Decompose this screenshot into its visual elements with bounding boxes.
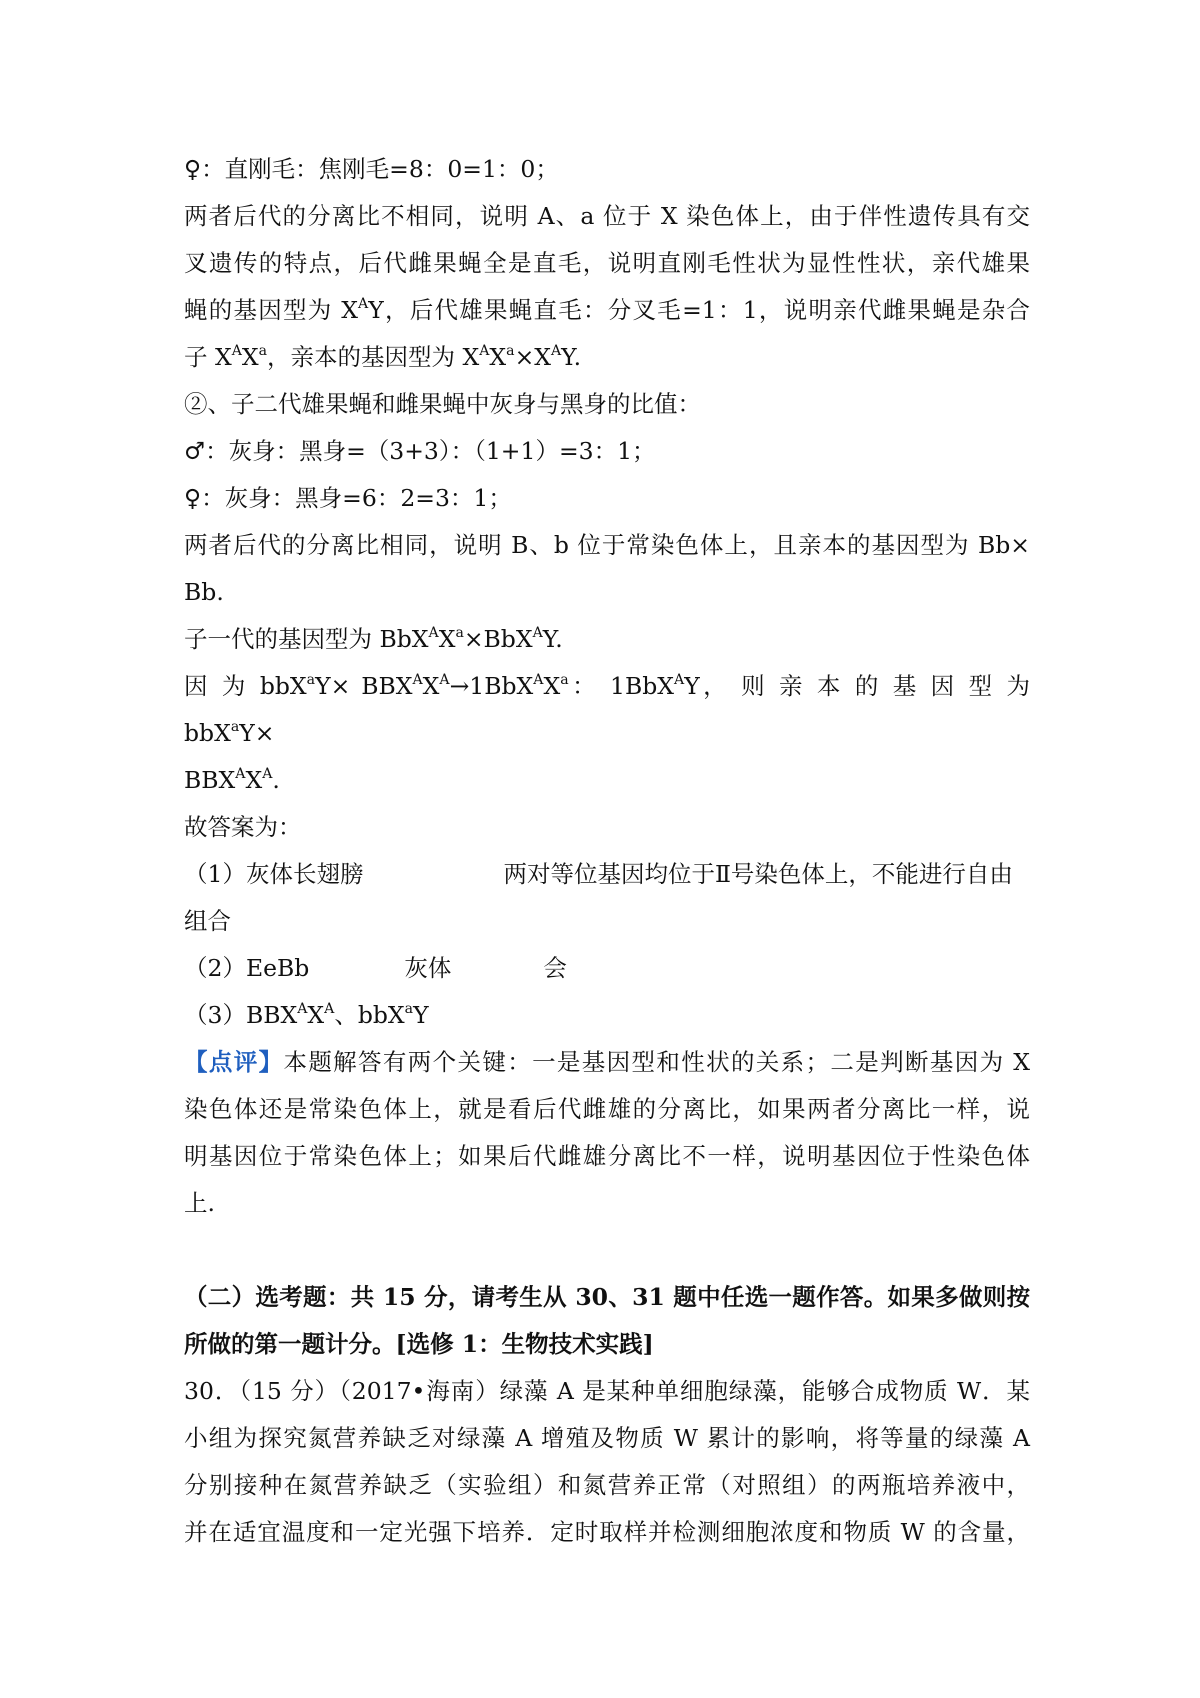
comment-line: 染色体还是常染色体上，就是看后代雌雄的分离比，如果两者分离比一样，说 xyxy=(184,1095,1030,1123)
section-heading: 所做的第一题计分。[选修 1：生物技术实践] xyxy=(184,1330,654,1358)
text-line: $BBX^AX^A$. xyxy=(184,766,280,794)
text-line: 蝇的基因型为 $X^AY$，后代雄果蝇直毛：分叉毛=1：1，说明亲代雌果蝇是杂合 xyxy=(184,296,1031,324)
text-line: 两者后代的分离比相同，说明 B、b 位于常染色体上，且亲本的基因型为 Bb× xyxy=(184,531,1030,559)
text-line: 子 $X^AX^a$，亲本的基因型为 $X^AX^a\times X^AY$. xyxy=(184,343,582,371)
comment-line: 上. xyxy=(184,1189,215,1217)
text-line: 组合 xyxy=(184,907,231,935)
question-30-line: 分别接种在氮营养缺乏（实验组）和氮营养正常（对照组）的两瓶培养液中， xyxy=(184,1471,1030,1499)
text-line: 两者后代的分离比不相同，说明 A、a 位于 X 染色体上，由于伴性遗传具有交 xyxy=(184,202,1030,230)
line-male-body-ratio: ♂：灰身：黑身=（3+3）：（1+1）=3：1； xyxy=(184,437,656,465)
section-spacer xyxy=(184,1227,1030,1274)
question-30-line: 30．（15 分）（2017•海南）绿藻 A 是某种单细胞绿藻，能够合成物质 W．某 xyxy=(184,1377,1030,1405)
comment-tag: 【点评】 xyxy=(184,1048,284,1076)
answer-heading: 故答案为： xyxy=(184,813,302,841)
text-line: 因 为 $bbX^aY\times BBX^AX^A\to 1BbX^AX^a$： 1BbX$^A$Y， 则 亲 本 的 基 因 型 为 bbX$^a$Y× xyxy=(184,672,1030,747)
line-female-body-ratio: ♀：灰身：黑身=6：2=3：1； xyxy=(184,484,512,512)
text-line: 叉遗传的特点，后代雌果蝇全是直毛，说明直刚毛性状为显性性状，亲代雄果 xyxy=(184,249,1030,277)
answer-1: （1）灰体长翅膀 两对等位基因均位于Ⅱ号染色体上，不能进行自由 xyxy=(184,860,1013,888)
answer-3: $(3)BBX^AX^A$、bbX$^a$Y xyxy=(184,1001,429,1029)
comment-line: 【点评】本题解答有两个关键：一是基因型和性状的关系；二是判断基因为 X xyxy=(184,1048,1031,1076)
answer-2: （2）EeBb 灰体 会 xyxy=(184,954,567,982)
question-30-line: 并在适宜温度和一定光强下培养．定时取样并检测细胞浓度和物质 W 的含量， xyxy=(184,1518,1030,1546)
question-30-line: 小组为探究氮营养缺乏对绿藻 A 增殖及物质 W 累计的影响，将等量的绿藻 A xyxy=(184,1424,1030,1452)
comment-line: 明基因位于常染色体上；如果后代雌雄分离比不一样，说明基因位于性染色体 xyxy=(184,1142,1030,1170)
text-line: 子一代的基因型为 $BbX^AX^a\times BbX^AY$. xyxy=(184,625,563,653)
text-line: ②、子二代雄果蝇和雌果蝇中灰身与黑身的比值： xyxy=(184,390,701,418)
answer-analysis xyxy=(184,146,1030,1556)
section-heading: （二）选考题：共 15 分，请考生从 30、31 题中任选一题作答。如果多做则按 xyxy=(184,1283,1030,1311)
text-line: Bb. xyxy=(184,578,224,606)
line-female-bristle-ratio: ♀：直刚毛：焦刚毛=8：0=1：0； xyxy=(184,155,559,183)
